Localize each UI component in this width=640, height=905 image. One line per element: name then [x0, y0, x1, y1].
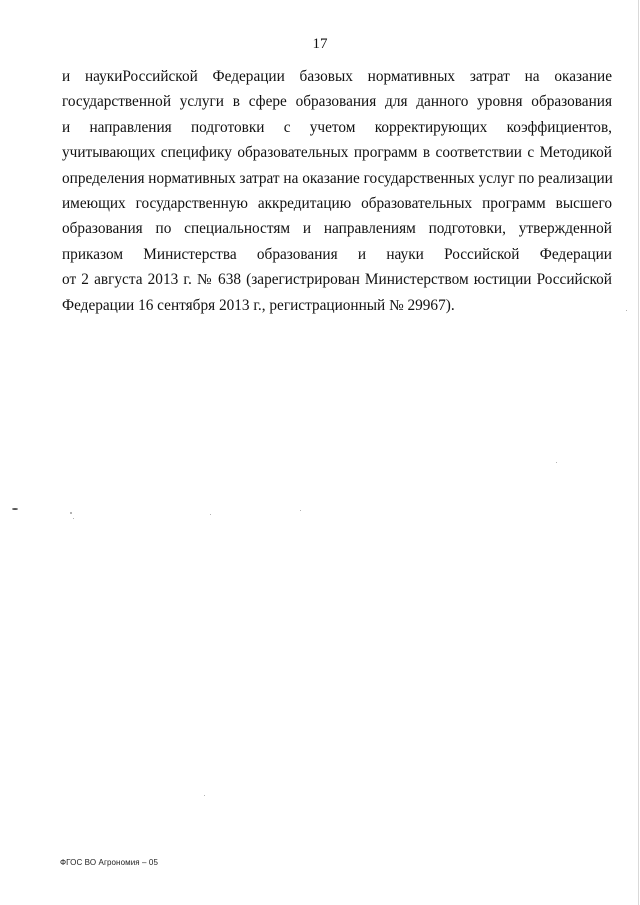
text-line: Федерации 16 сентября 2013 г., регистрационный № 29967).: [62, 296, 455, 314]
scan-speck: [300, 510, 301, 511]
page-number: 17: [312, 36, 328, 52]
scan-speck: [626, 310, 627, 311]
text-line: имеющих государственную аккредитацию образовательных программ высшего: [62, 195, 612, 213]
text-line: и наукиРоссийской Федерации базовых нормативных затрат на оказание: [62, 68, 612, 85]
text-line: образования по специальностям и направлениям подготовки, утвержденной: [62, 220, 612, 238]
scan-speck: [210, 514, 211, 515]
footer-label: ФГОС ВО Агрономия – 05: [60, 858, 159, 867]
text-line: приказом Министерства образования и науки Российской Федерации: [62, 245, 612, 263]
body-paragraph: [62, 64, 612, 318]
scan-speck: [556, 462, 557, 463]
text-line: определения нормативных затрат на оказание государственных услуг по реализации: [62, 169, 613, 187]
text-line: и направления подготовки с учетом корректирующих коэффициентов,: [62, 118, 612, 136]
text-line: от 2 августа 2013 г. № 638 (зарегистрирован Министерством юстиции Российской: [62, 271, 612, 289]
text-line: государственной услуги в сфере образования для данного уровня образования: [62, 93, 612, 111]
scan-speck: [73, 518, 74, 519]
scan-speck: [70, 512, 72, 514]
scan-speck: [12, 508, 18, 510]
scan-speck: [204, 795, 205, 796]
page-edge: [638, 0, 639, 905]
text-line: учитывающих специфику образовательных программ в соответствии с Методикой: [62, 144, 612, 162]
